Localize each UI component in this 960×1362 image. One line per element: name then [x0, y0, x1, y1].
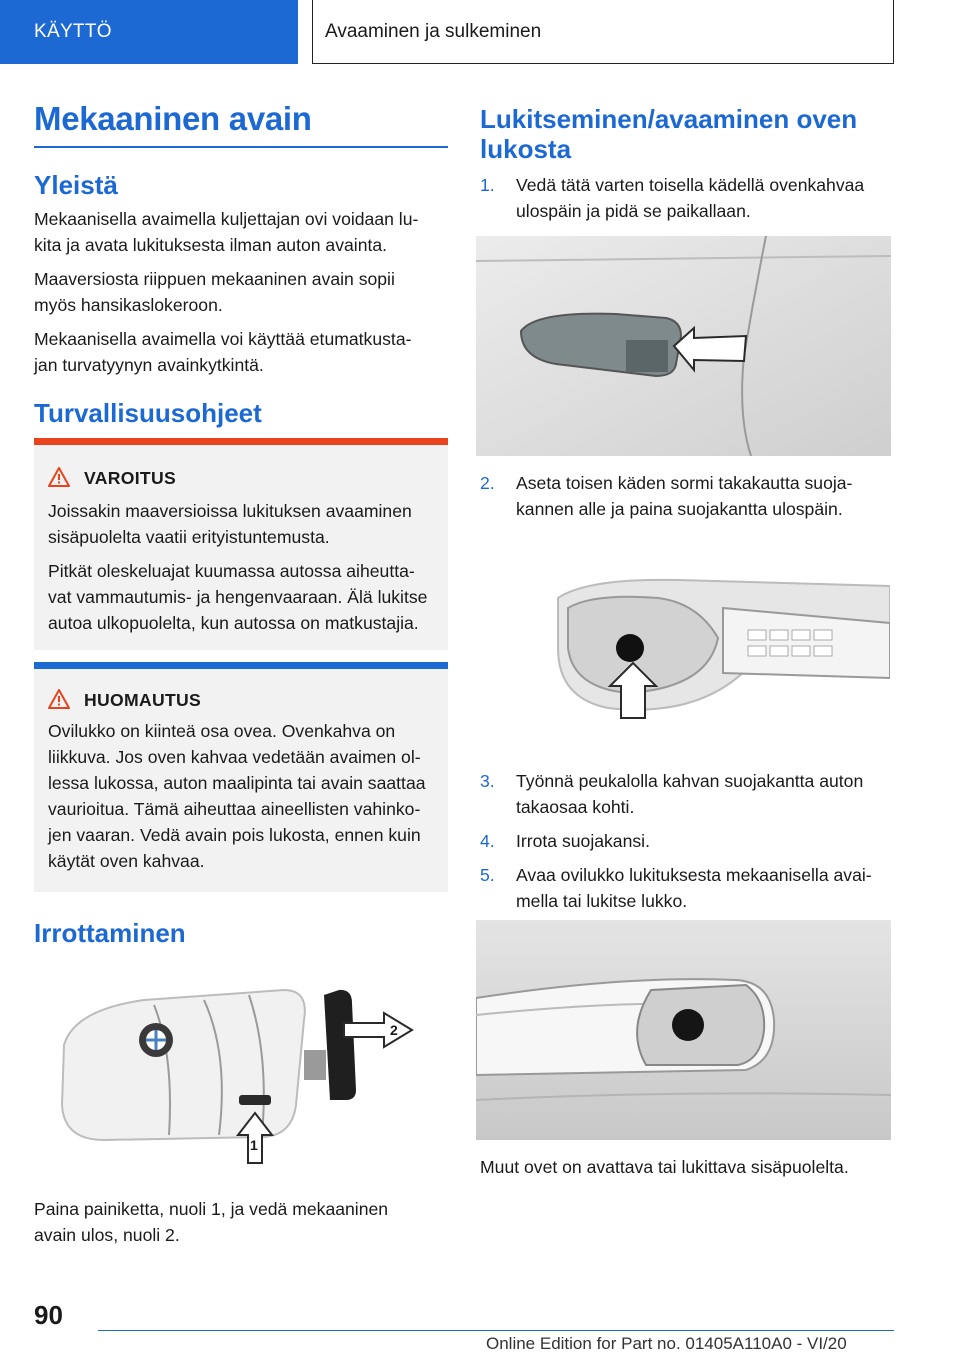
key-figure [34, 975, 448, 1170]
page-number: 90 [34, 1300, 63, 1330]
warning-line: vat vammautumis- ja hengenvaaraan. Älä lukitse [48, 587, 428, 607]
right-heading-line: lukosta [480, 134, 572, 164]
list-item [480, 768, 900, 820]
step-number: 1. [480, 175, 495, 195]
warning-line: Pitkät oleskeluajat kuumassa autossa aiheutta- [48, 561, 415, 581]
steps-list-b [480, 470, 900, 522]
general-heading: Yleistä [34, 170, 118, 200]
step-text: kannen alle ja paina suojakantta ulospäin. [516, 499, 843, 519]
warning-line: Joissakin maaversioissa lukituksen avaaminen [48, 501, 412, 521]
closing-text: Muut ovet on avattava tai lukittava sisäpuolelta. [480, 1157, 849, 1177]
warning-line: autoa ulkopuolelta, kun autossa on matkustajia. [48, 613, 419, 633]
notice-bar [34, 662, 448, 669]
caption-line: Paina painiketta, nuoli 1, ja vedä mekaaninen [34, 1199, 389, 1219]
notice-line: Ovilukko on kiinteä osa ovea. Ovenkahva on [48, 721, 396, 741]
right-heading [480, 104, 900, 164]
warning-triangle-icon [48, 467, 70, 492]
step-number: 3. [480, 771, 495, 791]
steps-list-c [480, 768, 900, 914]
edition-text: Online Edition for Part no. 01405A110A0 - VI/20 [486, 1334, 847, 1353]
notice-line: vaurioitua. Tämä aiheuttaa aineellisten vahinko- [48, 799, 421, 819]
removal-heading: Irrottaminen [34, 918, 186, 948]
notice-title-row [48, 689, 436, 714]
notice-line: liikkuva. Jos oven kahvaa vedetään avaimen ol- [48, 747, 421, 767]
step-text: takaosaa kohti. [516, 797, 635, 817]
paragraph-line: myös hansikaslokeroon. [34, 295, 223, 315]
page-title: Mekaaninen avain [34, 100, 312, 137]
warning-line: sisäpuolelta vaatii erityistuntemusta. [48, 527, 330, 547]
step-text: Työnnä peukalolla kahvan suojakantta auton [516, 771, 864, 791]
step-text: Vedä tätä varten toisella kädellä ovenkahvaa [516, 175, 865, 195]
left-column [34, 100, 448, 148]
warning-box [34, 438, 448, 650]
notice-box [34, 662, 448, 892]
chapter-title: Avaaminen ja sulkeminen [312, 0, 894, 64]
paragraph-line: Maaversiosta riippuen mekaaninen avain sopii [34, 269, 395, 289]
list-item [480, 172, 900, 224]
step-number: 2. [480, 473, 495, 493]
step-text: Irrota suojakansi. [516, 831, 650, 851]
paragraph-line: jan turvatyynyn avainkytkintä. [34, 355, 264, 375]
cover-photo [548, 568, 890, 720]
paragraph-line: Mekaanisella avaimella voi käyttää etumatkusta- [34, 329, 412, 349]
paragraph-line: Mekaanisella avaimella kuljettajan ovi voidaan lu- [34, 209, 419, 229]
paragraph-line: kita ja avata lukituksesta ilman auton avainta. [34, 235, 388, 255]
step-text: Avaa ovilukko lukituksesta mekaanisella avai- [516, 865, 872, 885]
warning-triangle-icon [48, 689, 70, 714]
general-text [34, 206, 454, 378]
footer-rule [98, 1330, 894, 1331]
removal-caption [34, 1196, 454, 1248]
step-text: ulospäin ja pidä se paikallaan. [516, 201, 751, 221]
notice-title: HUOMAUTUS [84, 690, 202, 710]
list-item [480, 828, 900, 854]
list-item [480, 470, 900, 522]
step-text: mella tai lukitse lukko. [516, 891, 688, 911]
notice-line: lessa lukossa, auton maalipinta tai avain saattaa [48, 773, 426, 793]
section-tab: KÄYTTÖ [0, 0, 298, 64]
safety-heading: Turvallisuusohjeet [34, 398, 262, 428]
warning-bar [34, 438, 448, 445]
door-handle-photo [476, 236, 891, 456]
step-number: 5. [480, 865, 495, 885]
warning-title: VAROITUS [84, 468, 177, 488]
steps-list-a [480, 172, 900, 224]
caption-line: avain ulos, nuoli 2. [34, 1225, 180, 1245]
title-rule [34, 146, 448, 148]
arrow-label-1: 1 [250, 1137, 258, 1153]
warning-title-row [48, 467, 436, 492]
step-number: 4. [480, 831, 495, 851]
right-heading-line: Lukitseminen/avaaminen oven [480, 104, 858, 134]
list-item [480, 862, 900, 914]
notice-line: jen vaaran. Vedä avain pois lukosta, ennen kuin [48, 825, 421, 845]
step-text: Aseta toisen käden sormi takakautta suoja- [516, 473, 853, 493]
arrow-label-2: 2 [390, 1022, 398, 1038]
notice-line: käytät oven kahvaa. [48, 851, 205, 871]
lock-photo [476, 920, 891, 1140]
